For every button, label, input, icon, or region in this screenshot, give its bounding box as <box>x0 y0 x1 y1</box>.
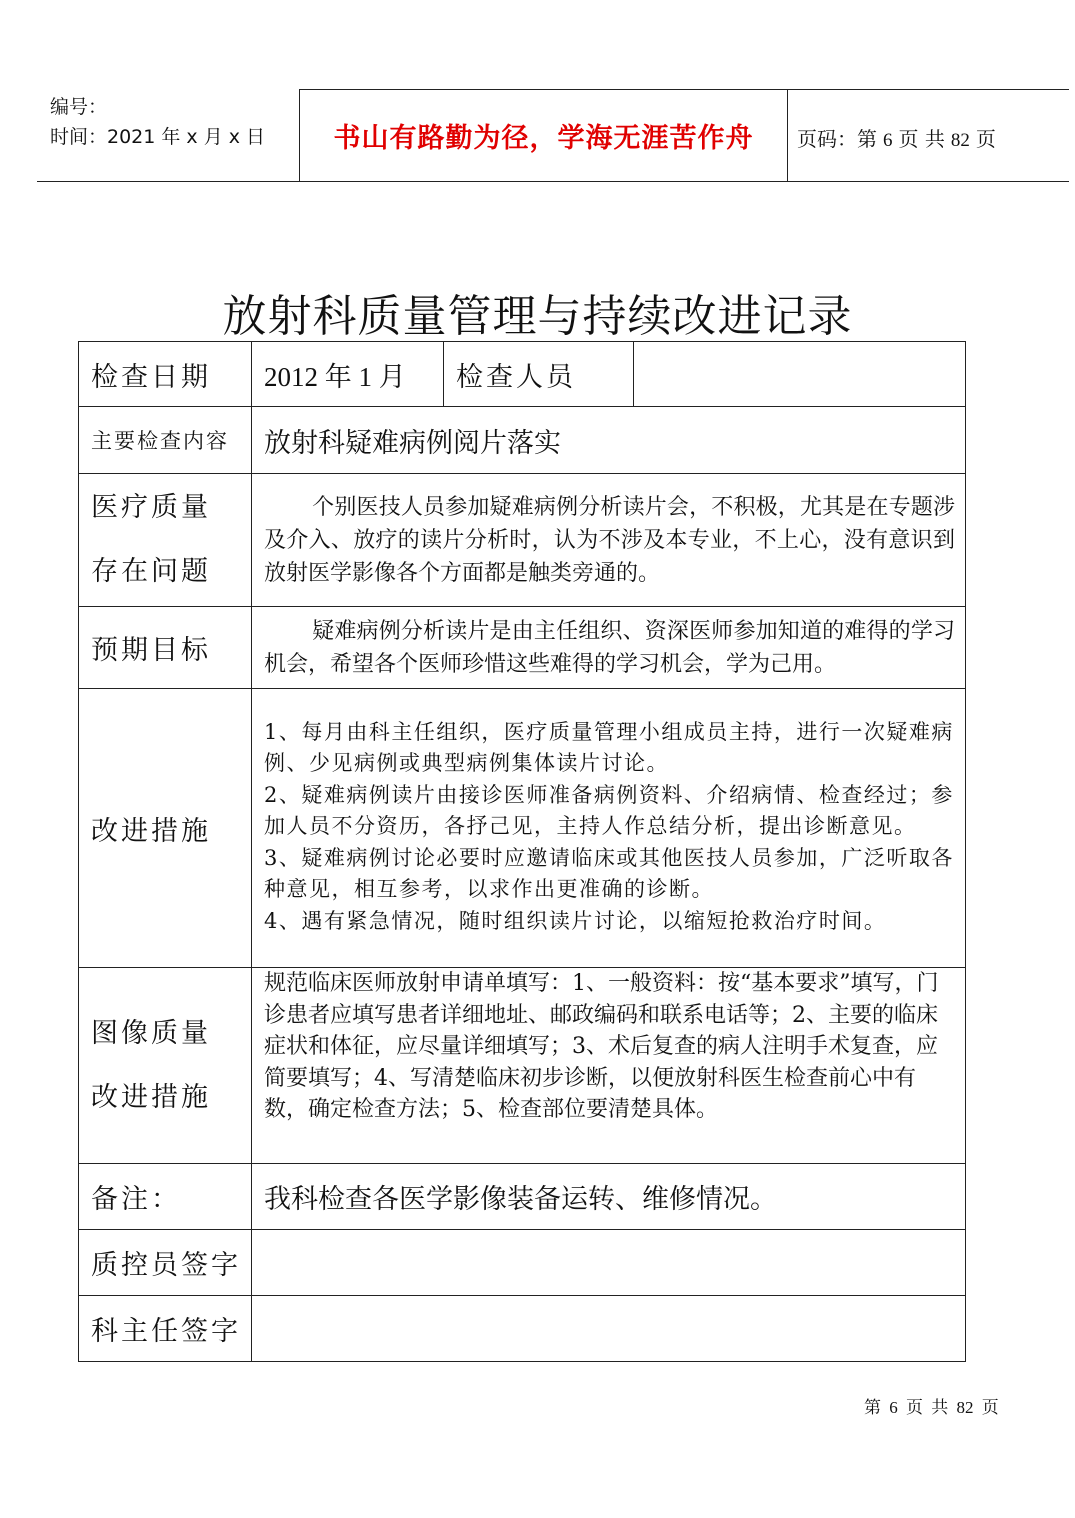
image-quality-label-line1: 图像质量 <box>91 1017 211 1049</box>
table-row <box>79 474 966 607</box>
measures-list <box>252 689 966 968</box>
page-title: 放射科质量管理与持续改进记录 <box>222 291 853 342</box>
quality-issue-label <box>79 474 252 607</box>
page-current: 6 <box>883 130 893 151</box>
qc-sign-field <box>252 1230 966 1296</box>
check-date-label: 检查日期 <box>79 342 252 407</box>
inspector-label: 检查人员 <box>444 342 634 407</box>
page-prefix: 页码：第 <box>797 127 877 151</box>
page-total: 82 <box>950 130 970 151</box>
measure-item-3: 3、疑难病例讨论必要时应邀请临床或其他医技人员参加，广泛听取各种意见，相互参考，以求作出更准确的诊断。 <box>264 845 954 902</box>
header-top-rule <box>300 89 1069 90</box>
remark-text: 我科检查各医学影像装备运转、维修情况。 <box>252 1164 966 1230</box>
table-row <box>79 1230 966 1296</box>
goal-label: 预期目标 <box>79 607 252 689</box>
header-bottom-rule <box>37 181 1069 182</box>
quality-issue-text: 个别医技人员参加疑难病例分析读片会，不积极，尤其是在专题涉及介入、放疗的读片分析时，认为不涉及本专业，不上心，没有意识到放射医学影像各个方面都是触类旁通的。 <box>264 494 955 586</box>
director-sign-field <box>252 1296 966 1362</box>
table-row <box>79 1296 966 1362</box>
table-row <box>79 689 966 968</box>
measure-item-2: 2、疑难病例读片由接诊医师准备病例资料、介绍病情、检查经过；参加人员不分资历，各抒己见，主持人作总结分析，提出诊断意见。 <box>264 782 954 839</box>
measure-item-1: 1、每月由科主任组织，医疗质量管理小组成员主持，进行一次疑难病例、少见病例或典型病例集体读片讨论。 <box>264 719 954 776</box>
page-suffix: 页 <box>975 127 996 151</box>
page-footer: 第 6 页 共 82 页 <box>864 1398 999 1417</box>
table-row <box>79 407 966 474</box>
measure-item-4: 4、遇有紧急情况，随时组织读片讨论，以缩短抢救治疗时间。 <box>264 908 887 933</box>
image-quality-label <box>79 968 252 1164</box>
measures-label: 改进措施 <box>79 689 252 968</box>
main-content-value: 放射科疑难病例阅片落实 <box>252 407 966 474</box>
table-row <box>79 1164 966 1230</box>
header-meta <box>50 92 265 152</box>
main-content-label: 主要检查内容 <box>79 407 252 474</box>
header-page-info <box>797 123 996 152</box>
quality-issue-text-cell <box>252 474 966 607</box>
quality-issue-label-line2: 存在问题 <box>91 556 211 587</box>
record-table <box>78 341 966 1362</box>
director-sign-label: 科主任签字 <box>79 1296 252 1362</box>
quality-issue-label-line1: 医疗质量 <box>91 492 211 523</box>
remark-label: 备注： <box>79 1164 252 1230</box>
check-date-value: 2012 年 1 月 <box>252 342 444 407</box>
header-motto: 书山有路勤为径，学海无涯苦作舟 <box>333 123 754 154</box>
table-row <box>79 342 966 407</box>
inspector-value <box>634 342 966 407</box>
document-number-label: 编号： <box>50 96 108 118</box>
image-quality-label-line2: 改进措施 <box>91 1081 211 1113</box>
goal-text-cell <box>252 607 966 689</box>
image-quality-text: 规范临床医师放射申请单填写：1、一般资料：按“基本要求”填写，门诊患者应填写患者详细地址、邮政编码和联系电话等；2、主要的临床症状和体征，应尽量详细填写；3、术后复查的病人注明手术复查，应简要填写；4、写清楚临床初步诊断，以便放射科医生检查前心中有数，确定检查方法；5、检查部位要清楚具体。 <box>252 968 966 1164</box>
qc-sign-label: 质控员签字 <box>79 1230 252 1296</box>
table-row <box>79 968 966 1164</box>
document-time-label: 时间：2021 年 x 月 x 日 <box>50 126 266 148</box>
page-mid: 页 共 <box>898 127 945 151</box>
goal-text: 疑难病例分析读片是由主任组织、资深医师参加知道的难得的学习机会，希望各个医师珍惜这些难得的学习机会，学为己用。 <box>264 618 955 677</box>
table-row <box>79 607 966 689</box>
header-divider-right <box>787 89 788 182</box>
